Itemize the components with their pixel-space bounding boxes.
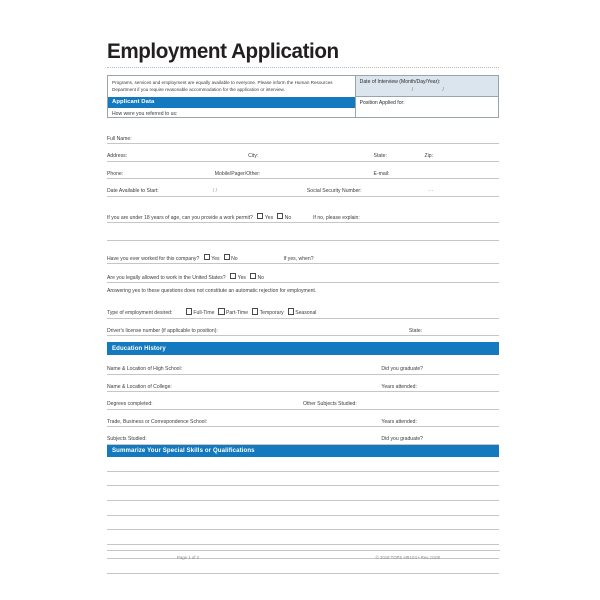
form-sheet [107,40,499,574]
applicant-data-left-column [108,76,356,117]
disclaimer-text: Answering yes to these questions does not constitute an automatic rejection for employment. [107,287,317,294]
special-skills-band: Summarize Your Special Skills or Qualifications [107,445,499,457]
no-label: No [257,274,264,281]
subjects-studied-row[interactable] [107,427,499,445]
work-permit-row[interactable] [107,206,499,224]
drivers-license-label: Driver's license number (if applicable to position): [107,327,218,334]
legally-allowed-row[interactable] [107,270,499,283]
work-permit-explain-row[interactable] [107,223,499,241]
page-title: Employment Application [107,39,339,63]
checkbox-icon[interactable] [224,254,230,260]
checkbox-icon[interactable] [218,308,224,314]
skills-write-line[interactable] [107,530,499,545]
yes-label: Yes [211,255,220,262]
full-name-row[interactable] [107,127,499,145]
page-number: Page 1 of 2 [177,555,199,560]
checkbox-icon[interactable] [257,213,263,219]
seasonal-label: Seasonal [295,310,317,317]
work-permit-label: If you are under 18 years of age, can you provide a work permit? [107,214,253,221]
mobile-label: Mobile/Pager/Other: [214,170,261,177]
position-applied-field[interactable]: Position Applied for: [359,100,405,107]
part-time-label: Part-Time [225,310,249,317]
spacer [107,197,499,206]
checkbox-icon[interactable] [230,273,236,279]
other-subjects-label: Other Subjects Studied: [303,401,357,408]
skills-write-line[interactable] [107,501,499,516]
date-available-label: Date Available to Start: [107,188,159,195]
worked-before-when-label: If yes, when? [283,255,314,262]
legally-allowed-yes-option[interactable] [230,275,246,281]
skills-write-line[interactable] [107,516,499,531]
work-permit-explain-label: If no, please explain: [313,214,360,221]
checkbox-icon[interactable] [277,213,283,219]
date-available-separators: / / [212,188,218,195]
worked-before-row[interactable] [107,247,499,265]
full-time-label: Full-Time [193,310,215,317]
phone-row[interactable] [107,162,499,180]
disclaimer-row [107,283,499,295]
skills-write-line[interactable] [107,486,499,501]
worked-before-no-option[interactable] [224,256,238,262]
title-divider [107,67,499,68]
checkbox-icon[interactable] [204,254,210,260]
college-years-label: Years attended: [381,383,417,390]
checkbox-icon[interactable] [252,308,258,314]
employment-type-temporary-option[interactable] [252,310,284,316]
work-permit-no-option[interactable] [277,215,291,221]
applicant-data-band: Applicant Data [108,97,355,108]
trade-school-label: Trade, Business or Correspondence School: [107,418,208,425]
skills-write-line[interactable] [107,472,499,487]
checkbox-icon[interactable] [288,308,294,314]
checkbox-icon[interactable] [186,308,192,314]
email-label: E-mail: [373,170,390,177]
education-history-band: Education History [107,342,499,354]
employment-type-label: Type of employment desired: [107,310,173,317]
employment-type-full-time-option[interactable] [186,310,215,316]
address-row[interactable] [107,144,499,162]
applicant-data-right-column [356,76,498,117]
state-label: State: [373,153,387,160]
trade-graduate-label: Did you graduate? [381,436,424,443]
skills-write-line[interactable] [107,457,499,472]
yes-label: Yes [237,274,246,281]
college-row[interactable] [107,375,499,393]
employment-type-row[interactable] [107,301,499,319]
college-label: Name & Location of College: [107,383,172,390]
city-label: City: [248,153,259,160]
ssn-separators: - - [428,188,434,195]
interview-date-label: Date of Interview (Month/Day/Year): [359,78,441,85]
legally-allowed-label: Are you legally allowed to work in the United States? [107,274,226,281]
legally-allowed-no-option[interactable] [250,275,264,281]
interview-date-separators: / / [411,87,458,94]
address-label: Address: [107,153,128,160]
temporary-label: Temporary [259,310,284,317]
degrees-label: Degrees completed: [107,401,153,408]
full-name-label: Full Name: [107,135,132,142]
interview-date-cell[interactable] [356,76,498,98]
high-school-row[interactable] [107,355,499,375]
accommodation-notice: Programs, services and employment are equally available to everyone. Please inform the Human Resources Department if you require reasonable accommodation for the application or interview. [112,80,333,93]
subjects-studied-label: Subjects Studied: [107,436,147,443]
zip-label: Zip: [424,153,434,160]
yes-label: Yes [264,214,274,221]
employment-type-seasonal-option[interactable] [288,310,317,316]
employment-type-part-time-option[interactable] [218,310,248,316]
high-school-graduate-label: Did you graduate? [381,366,424,373]
referral-source-field[interactable]: How were you referred to us: [112,110,178,117]
start-date-ssn-row[interactable] [107,179,499,197]
trade-school-row[interactable] [107,410,499,428]
degrees-row[interactable] [107,392,499,410]
worked-before-yes-option[interactable] [204,256,220,262]
work-permit-yes-option[interactable] [257,215,273,221]
spacer [107,118,499,127]
page-footer [107,550,500,560]
drivers-license-row[interactable] [107,319,499,337]
high-school-label: Name & Location of High School: [107,366,183,373]
applicant-data-table [107,75,499,118]
copyright-notice: © 2018 TOPS HR104 • Rev. 0108 [375,555,440,560]
phone-label: Phone: [107,170,124,177]
footer-divider [107,550,500,551]
checkbox-icon[interactable] [250,273,256,279]
no-label: No [231,255,238,262]
trade-years-label: Years attended: [381,418,417,425]
worked-before-label: Have you ever worked for this company? [107,255,200,262]
no-label: No [284,214,292,221]
ssn-label: Social Security Number: [306,188,362,195]
skills-write-line[interactable] [107,559,499,574]
license-state-label: State: [408,327,423,334]
